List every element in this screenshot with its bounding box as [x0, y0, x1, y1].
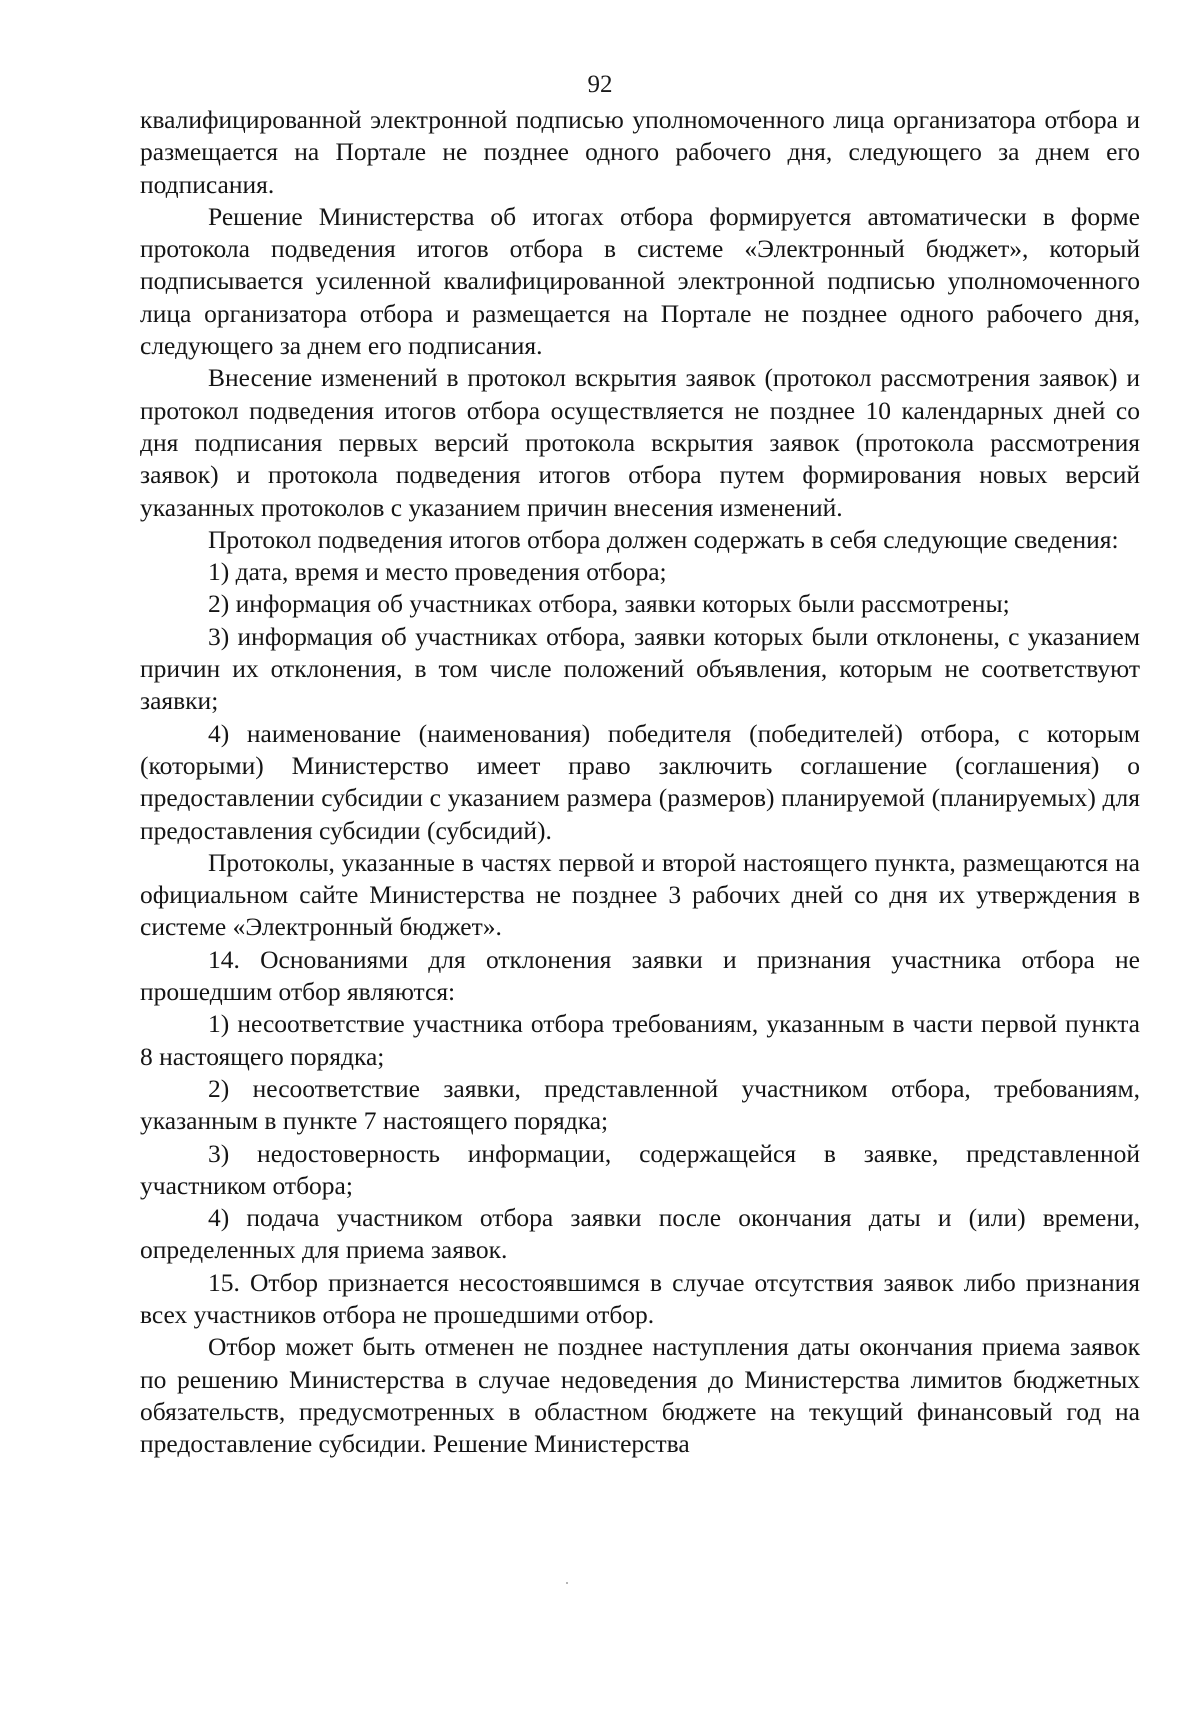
paragraph-decision-protocol: Решение Министерства об итогах отбора формируется автоматически в форме протокола подведения итогов отбора в системе «Электронный бюджет», который подписывается усиленной квалифицированной электронной подписью уполномоченного лица организатора отбора и размещается на Портале не позднее одного рабочего дня, следующего за днем его подписания.	[140, 201, 1140, 361]
clause-14-item-1: 1) несоответствие участника отбора требованиям, указанным в части первой пункта 8 настоящего порядка;	[140, 1009, 1140, 1071]
paragraph-protocol-contents: Протокол подведения итогов отбора должен содержать в себя следующие сведения:	[208, 524, 1119, 554]
list-item-3: 3) информация об участниках отбора, заявки которых были отклонены, с указанием причин их отклонения, в том числе положений объявления, которым не соответствуют заявки;	[140, 621, 1140, 716]
paragraph-continuation: квалифицированной электронной подписью уполномоченного лица организатора отбора и размещается на Портале не позднее одного рабочего дня, следующего за днем его подписания.	[140, 105, 1140, 199]
list-item-1: 1) дата, время и место проведения отбора;	[208, 557, 667, 587]
page-number: 92	[587, 71, 613, 98]
paragraph-protocol-changes: Внесение изменений в протокол вскрытия заявок (протокол рассмотрения заявок) и протокол подведения итогов отбора осуществляется не позднее 10 календарных дней со дня подписания первых версий протокола вскрытия заявок (протокола рассмотрения заявок) и протокола подведения итогов отбора путем формирования новых версий указанных протоколов с указанием причин внесения изменений.	[140, 363, 1140, 522]
document-body	[140, 104, 1140, 1460]
scan-speck	[566, 1582, 568, 1584]
list-item-2: 2) информация об участниках отбора, заявки которых были рассмотрены;	[208, 589, 1010, 619]
paragraph-protocols-publication: Протоколы, указанные в частях первой и второй настоящего пункта, размещаются на официальном сайте Министерства не позднее 3 рабочих дней со дня их утверждения в системе «Электронный бюджет».	[140, 847, 1140, 942]
clause-14-item-2: 2) несоответствие заявки, представленной участником отбора, требованиям, указанным в пункте 7 настоящего порядка;	[140, 1073, 1140, 1136]
paragraph-cancellation: Отбор может быть отменен не позднее наступления даты окончания приема заявок по решению Министерства в случае недоведения до Министерства лимитов бюджетных обязательств, предусмотренных в областном бюджете на текущий финансовый год на предоставление субсидии. Решение Министерства	[140, 1332, 1140, 1459]
list-item-4: 4) наименование (наименования) победителя (победителей) отбора, с которым (которыми) Министерство имеет право заключить соглашение (соглашения) о предоставлении субсидии с указанием размера (размеров) планируемой (планируемых) для предоставления субсидии (субсидий).	[140, 718, 1140, 845]
clause-14-item-4: 4) подача участником отбора заявки после окончания даты и (или) времени, определенных для приема заявок.	[140, 1203, 1140, 1265]
clause-15: 15. Отбор признается несостоявшимся в случае отсутствия заявок либо признания всех участников отбора не прошедшими отбор.	[140, 1267, 1140, 1329]
clause-14: 14. Основаниями для отклонения заявки и признания участника отбора не прошедшим отбор являются:	[140, 944, 1140, 1007]
clause-14-item-3: 3) недостоверность информации, содержащейся в заявке, представленной участником отбора;	[140, 1138, 1140, 1200]
